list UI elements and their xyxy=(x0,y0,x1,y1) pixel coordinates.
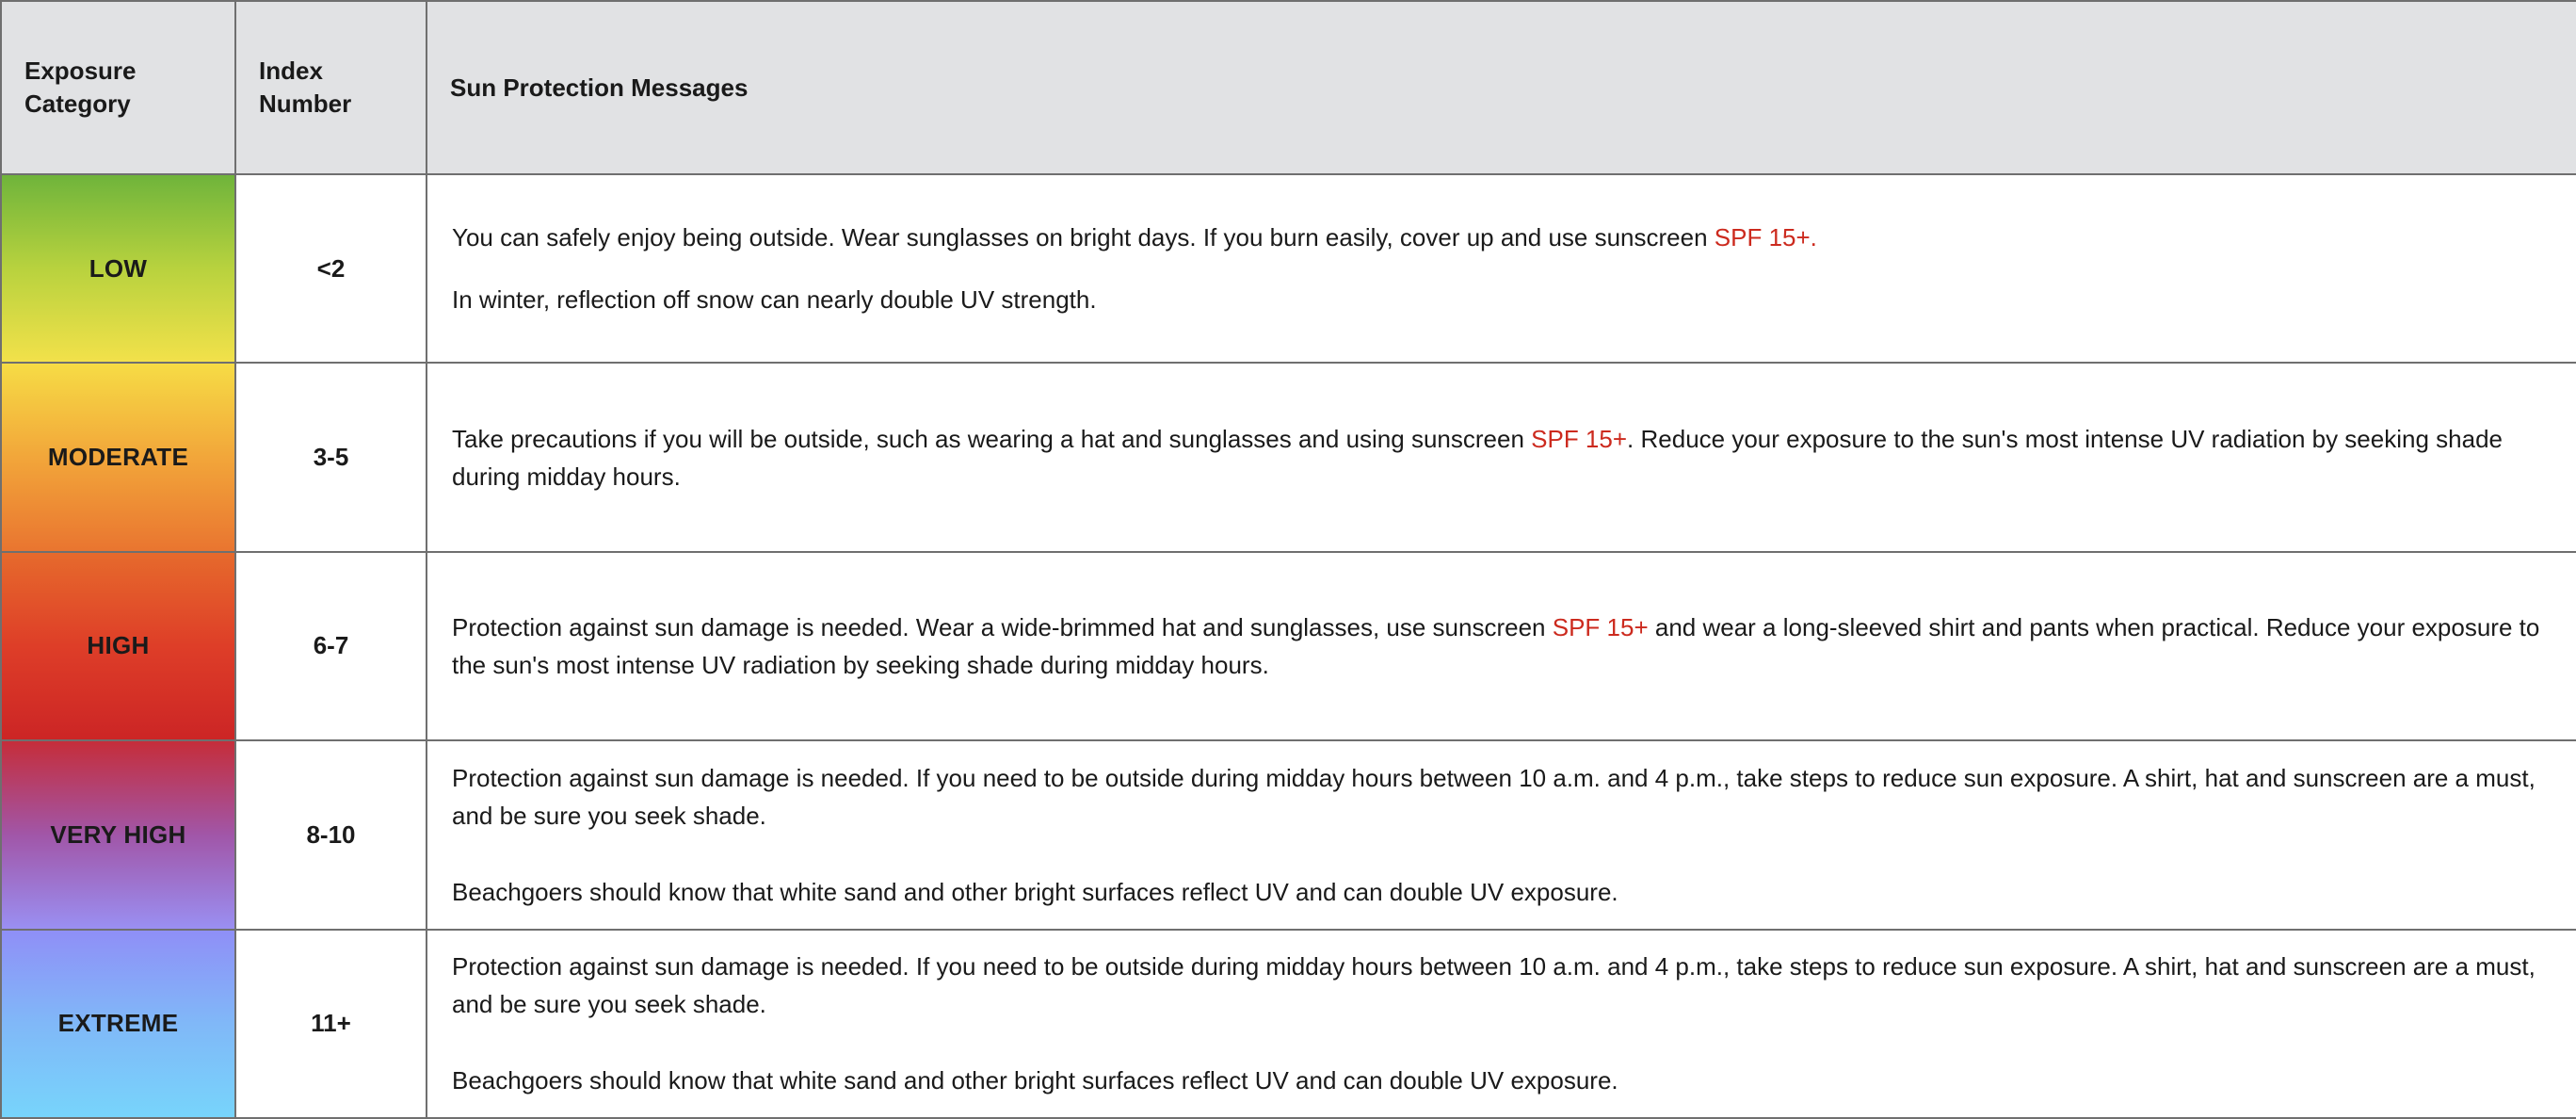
table-header xyxy=(1,1,2576,174)
message-extreme-paragraph-1: Protection against sun damage is needed. If you need to be outside during midday hours between 10 a.m. and 4 p.m., take steps to reduce sun exposure. A shirt, hat and sunscreen are a must, and be sure you seek shade. xyxy=(452,952,2536,1019)
message-text: Protection against sun damage is needed. Wear a wide-brimmed hat and sunglasses, use sunscreen xyxy=(452,612,1553,641)
index-high: 6-7 xyxy=(235,552,427,740)
message-low-paragraph-1 xyxy=(452,219,2553,256)
table-row-extreme xyxy=(1,930,2576,1118)
message-very-high-paragraph-2: Beachgoers should know that white sand and other bright surfaces reflect UV and can double UV exposure. xyxy=(452,877,1618,906)
category-moderate: MODERATE xyxy=(1,363,235,551)
table-row-moderate xyxy=(1,363,2576,551)
message-low-paragraph-2: In winter, reflection off snow can nearly double UV strength. xyxy=(452,285,1097,315)
spf-highlight: SPF 15+. xyxy=(1714,223,1817,252)
message-moderate-paragraph-1 xyxy=(452,420,2553,495)
header-row xyxy=(1,1,2576,174)
message-text: and wear a long-sleeved shirt and pants when practical. Reduce your exposure to the sun's most intense UV radiation by seeking shade during midday hours. xyxy=(452,612,2540,679)
message-text: . Reduce your exposure to the sun's most intense UV radiation by seeking shade during midday hours. xyxy=(452,424,2503,491)
index-very-high: 8-10 xyxy=(235,740,427,929)
message-high-paragraph-1 xyxy=(452,608,2553,684)
index-extreme: 11+ xyxy=(235,930,427,1118)
message-very-high xyxy=(427,740,2576,929)
table-row-low xyxy=(1,174,2576,363)
header-index-number: Index Number xyxy=(235,1,427,174)
table-row-very-high xyxy=(1,740,2576,929)
index-low: <2 xyxy=(235,174,427,363)
header-exposure-category: Exposure Category xyxy=(1,1,235,174)
message-very-high-paragraph-1: Protection against sun damage is needed. If you need to be outside during midday hours between 10 a.m. and 4 p.m., take steps to reduce sun exposure. A shirt, hat and sunscreen are a must, and be sure you seek shade. xyxy=(452,763,2536,830)
message-text: Take precautions if you will be outside, such as wearing a hat and sunglasses and using sunscreen xyxy=(452,424,1532,453)
spf-highlight: SPF 15+ xyxy=(1531,424,1628,453)
table-row-high xyxy=(1,552,2576,740)
message-high xyxy=(427,552,2576,740)
category-high: HIGH xyxy=(1,552,235,740)
message-low xyxy=(427,174,2576,363)
message-extreme-paragraph-2: Beachgoers should know that white sand and other bright surfaces reflect UV and can double UV exposure. xyxy=(452,1066,1618,1095)
message-moderate xyxy=(427,363,2576,551)
category-very-high: VERY HIGH xyxy=(1,740,235,929)
category-low: LOW xyxy=(1,174,235,363)
message-extreme xyxy=(427,930,2576,1118)
table-body xyxy=(1,174,2576,1118)
category-extreme: EXTREME xyxy=(1,930,235,1118)
header-sun-protection-messages: Sun Protection Messages xyxy=(427,1,2576,174)
spf-highlight: SPF 15+ xyxy=(1552,612,1649,641)
message-text: You can safely enjoy being outside. Wear sunglasses on bright days. If you burn easily, cover up and use sunscreen xyxy=(452,223,1715,252)
index-moderate: 3-5 xyxy=(235,363,427,551)
